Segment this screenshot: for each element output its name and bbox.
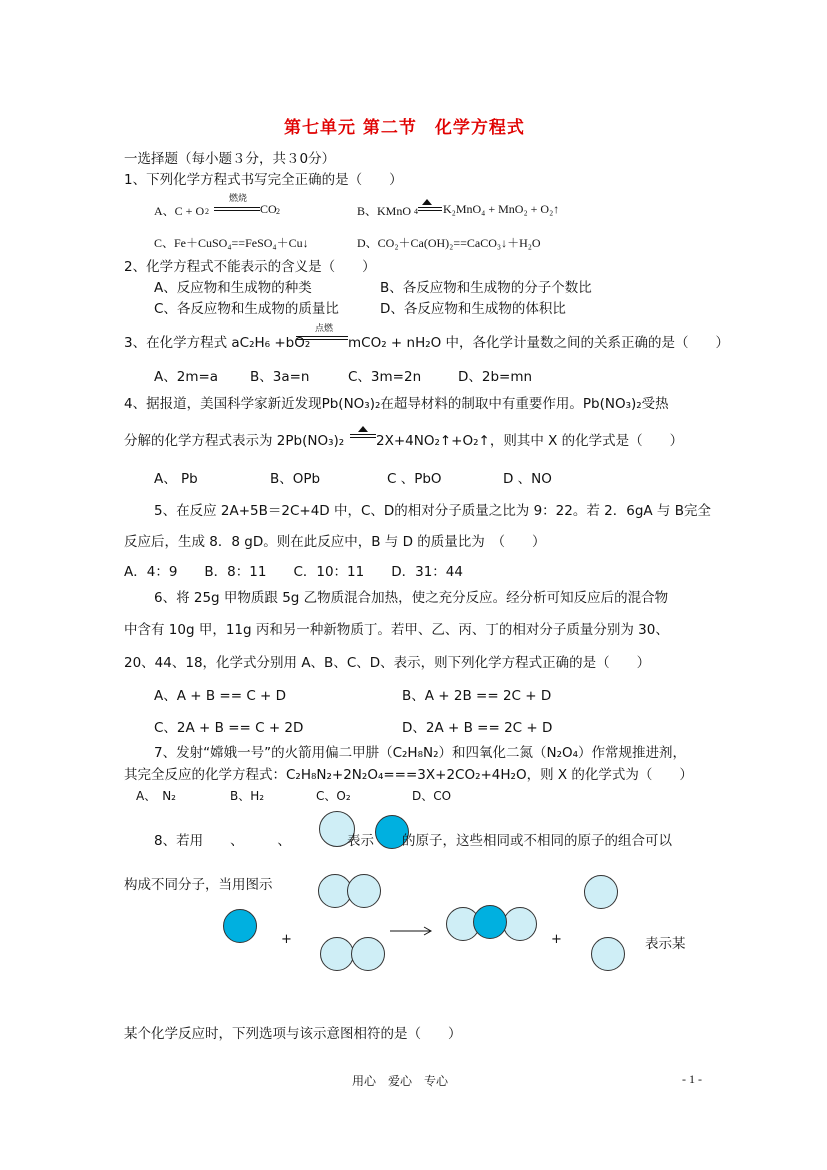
q1-option-c: C、Fe＋CuSO₄==FeSO₄＋Cu↓ [154, 236, 309, 250]
page-title: 第七单元 第二节 化学方程式 [284, 118, 525, 138]
q3-option-b: B、3a=n [250, 369, 310, 385]
q6-line1: 6、将 25g 甲物质跟 5g 乙物质混合加热，使之充分反应。经分析可知反应后的混合物 [154, 590, 669, 606]
heat-triangle-icon [422, 199, 432, 205]
q8-line1a: 8、若用 、 、 [154, 833, 291, 849]
q5-line2: 反应后，生成 8．8 gD。则在此反应中，B 与 D 的质量比为 （ ） [124, 534, 546, 550]
q2-option-a: A、反应物和生成物的种类 [154, 280, 312, 296]
q1-b-sub: 4 [414, 207, 418, 216]
q4-arrow-line [350, 434, 376, 435]
q8-line1c: 的原子，这些相同或不相同的原子的组合可以 [402, 833, 672, 849]
q3-option-a: A、2m=a [154, 369, 219, 385]
q1-b-right: K₂MnO₄ + MnO₂ + O₂↑ [443, 202, 560, 216]
q3-stem-right: mCO₂ + nH₂O 中，各化学计量数之间的关系正确的是（ ） [348, 335, 730, 351]
light-atom [347, 874, 381, 908]
q7-option-d: D、CO [412, 789, 452, 803]
q4-arrow-line2 [350, 437, 376, 438]
q4-option-c: C 、PbO [387, 471, 442, 487]
q6-option-d: D、2A + B == 2C + D [402, 720, 553, 736]
q6-option-a: A、A + B == C + D [154, 688, 287, 704]
plus-sign-1: + [281, 932, 292, 947]
light-atom [320, 937, 354, 971]
q2-option-c: C、各反应物和生成物的质量比 [154, 301, 339, 317]
q2-stem: 2、化学方程式不能表示的含义是（ ） [124, 259, 376, 275]
q3-option-c: C、3m=2n [348, 369, 422, 385]
q8-line3: 某个化学反应时，下列选项与该示意图相符的是（ ） [124, 1026, 462, 1042]
q1-a-condition: 燃烧 [228, 194, 247, 204]
q8-line2: 构成不同分子，当用图示 [124, 877, 273, 893]
q4-line1: 4、据报道，美国科学家新近发现Pb(NO₃)₂在超导材料的制取中有重要作用。Pb(NO₃)₂受热 [124, 396, 669, 412]
light-atom [503, 907, 537, 941]
q1-a-sub: 2 [205, 207, 209, 216]
q4-line2-right: 2X+4NO₂↑+O₂↑，则其中 X 的化学式是（ ） [376, 433, 684, 449]
q6-option-c: C、2A + B == C + 2D [154, 720, 304, 736]
q8-tail: 表示某 [645, 936, 686, 952]
plus-sign-2: + [551, 932, 562, 947]
q1-b-arrow-line [418, 207, 442, 208]
page-number: - 1 - [682, 1072, 702, 1086]
q4-option-a: A、 Pb [154, 471, 198, 487]
q4-option-d: D 、NO [503, 471, 552, 487]
q2-option-b: B、各反应物和生成物的分子个数比 [380, 280, 592, 296]
q3-arrow-line [296, 336, 348, 337]
section-heading: 一选择题（每小题３分，共３0分） [124, 151, 336, 167]
q7-option-b: B、H₂ [230, 789, 265, 803]
heat-triangle-icon [358, 426, 368, 432]
footer-center: 用心 爱心 专心 [352, 1074, 449, 1088]
q7-line2: 其完全反应的化学方程式：C₂H₈N₂+2N₂O₄===3X+2CO₂+4H₂O，则 X 的化学式为（ ） [124, 767, 693, 783]
q2-option-d: D、各反应物和生成物的体积比 [380, 301, 566, 317]
q1-stem: 1、下列化学方程式书写完全正确的是（ ） [124, 172, 403, 188]
light-atom [591, 937, 625, 971]
q6-option-b: B、A + 2B == 2C + D [402, 688, 552, 704]
q1-a-right: CO [260, 202, 277, 216]
q5-options: A．4：9 B．8：11 C．10：11 D．31：44 [124, 564, 463, 580]
light-atom [584, 875, 618, 909]
q1-a-sub2: 2 [276, 207, 280, 216]
q3-option-d: D、2b=mn [458, 369, 533, 385]
q1-option-d: D、CO₂＋Ca(OH)₂==CaCO₃↓＋H₂O [357, 236, 541, 250]
q7-option-c: C、O₂ [316, 789, 351, 803]
q4-option-b: B、OPb [270, 471, 321, 487]
q1-b-left: B、KMnO [357, 204, 412, 218]
q3-arrow-line2 [296, 339, 348, 340]
q1-a-left: A、C + O [154, 204, 205, 218]
q8-line1b: 表示 [347, 833, 374, 849]
q6-line3: 20、44、18，化学式分别用 A、B、C、D、表示，则下列化学方程式正确的是（ ） [124, 655, 651, 671]
dark-atom [473, 905, 507, 939]
q1-a-arrow-line2 [214, 210, 260, 211]
q1-b-arrow-line2 [418, 210, 442, 211]
light-atom [351, 937, 385, 971]
right-arrow-icon [388, 925, 434, 937]
q6-line2: 中含有 10g 甲，11g 丙和另一种新物质丁。若甲、乙、丙、丁的相对分子质量分别为 30、 [124, 622, 669, 638]
q5-line1: 5、在反应 2A+5B＝2C+4D 中，C、D的相对分子质量之比为 9：22。若 2．6gA 与 B完全 [154, 503, 711, 519]
q4-line2-left: 分解的化学方程式表示为 2Pb(NO₃)₂ [124, 433, 345, 449]
q3-stem-left: 3、在化学方程式 aC₂H₆ +bO₂ [124, 335, 311, 351]
q1-a-arrow-line [214, 207, 260, 208]
q7-line1: 7、发射“嫦娥一号”的火箭用偏二甲肼（C₂H₈N₂）和四氧化二氮（N₂O₄）作常规推进剂， [154, 745, 687, 761]
dark-atom [223, 909, 257, 943]
q7-option-a: A、 N₂ [136, 789, 176, 803]
q3-condition: 点燃 [314, 324, 333, 334]
